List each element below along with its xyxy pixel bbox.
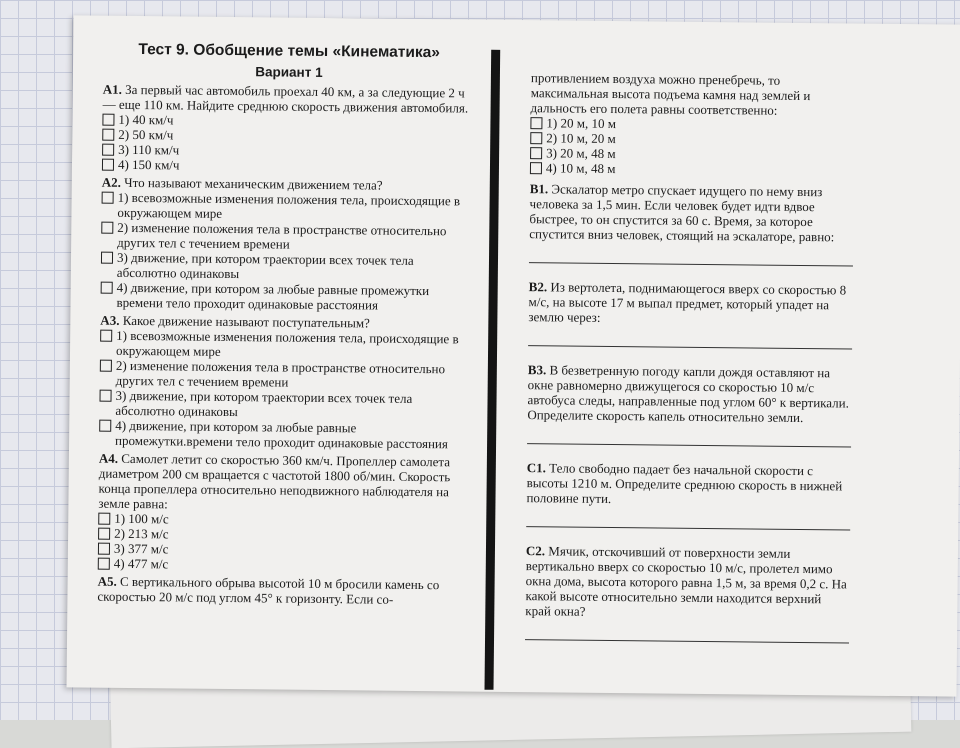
answer-option[interactable]: 2) 10 м, 20 м	[530, 130, 854, 148]
task-number: В2.	[528, 279, 548, 295]
answer-option[interactable]: 3) движение, при котором траектории всех точек тела абсолютно одинаковы	[99, 388, 471, 422]
question-text: Что называют механическим движением тела?	[124, 174, 383, 193]
answer-option[interactable]: 4) движение, при котором за любые равные промежутки времени тело проходит одинаковые расстояния	[100, 280, 472, 314]
checkbox[interactable]	[98, 543, 110, 555]
answer-line[interactable]	[529, 261, 853, 266]
task-number: В3.	[527, 362, 547, 378]
answer-option[interactable]: 1) всевозможные изменения положения тела, происходящие в окружающем мире	[100, 328, 472, 362]
task-text: Из вертолета, поднимающегося вверх со скоростью 8 м/с, на высоте 17 м выпал предмет, который упадет на землю через:	[528, 279, 847, 325]
checkbox[interactable]	[530, 117, 542, 129]
question-a4	[98, 451, 471, 575]
checkbox[interactable]	[100, 360, 112, 372]
checkbox[interactable]	[102, 129, 114, 141]
answer-option[interactable]: 2) 213 м/с	[98, 526, 470, 545]
question-a3	[99, 313, 472, 452]
checkbox[interactable]	[99, 390, 111, 402]
checkbox[interactable]	[98, 513, 110, 525]
answer-option[interactable]: 2) изменение положения тела в пространстве относительно других тел с течением времени	[100, 358, 472, 392]
answer-option[interactable]: 3) движение, при котором траектории всех точек тела абсолютно одинаковы	[101, 250, 473, 284]
checkbox[interactable]	[101, 282, 113, 294]
answer-line[interactable]	[525, 638, 849, 643]
answer-option[interactable]: 3) 110 км/ч	[102, 142, 474, 161]
task-text: Мячик, отскочивший от поверхности земли вертикально вверх со скоростью 10 м/с, пролетел мимо окна дома, высота которого равна 1,5 м, за время 0,2 с. На какой высоте относительно земли находится верхний край окна?	[525, 543, 847, 619]
checkbox[interactable]	[102, 144, 114, 156]
task-text: Тело свободно падает без начальной скорости с высоты 1210 м. Определите среднюю скорость в нижней половине пути.	[526, 460, 843, 507]
answer-line[interactable]	[528, 344, 852, 349]
answer-option[interactable]: 1) 40 км/ч	[102, 112, 474, 131]
question-number: А2.	[101, 174, 122, 190]
question-number: А5.	[97, 573, 117, 589]
question-a2	[100, 175, 473, 314]
answer-option[interactable]: 4) 10 м, 48 м	[530, 160, 854, 178]
answer-option[interactable]: 3) 377 м/с	[98, 541, 470, 560]
answer-line[interactable]	[527, 442, 851, 447]
checkbox[interactable]	[98, 558, 110, 570]
checkbox[interactable]	[101, 222, 113, 234]
question-text: Какое движение называют поступательным?	[122, 312, 370, 331]
task-number: С1.	[526, 460, 547, 476]
answer-option[interactable]: 4) 477 м/с	[98, 556, 470, 575]
question-a1	[102, 82, 475, 176]
answer-option[interactable]: 4) 150 км/ч	[102, 157, 474, 176]
question-text: С вертикального обрыва высотой 10 м бросили камень со скоростью 20 м/с под углом 45° к горизонту. Если со-	[97, 573, 440, 607]
answer-option[interactable]: 1) 20 м, 10 м	[530, 115, 854, 133]
checkbox[interactable]	[530, 132, 542, 144]
question-number: А1.	[102, 81, 122, 97]
variant-heading: Вариант 1	[255, 64, 323, 80]
checkbox[interactable]	[101, 252, 113, 264]
task-number: С2.	[525, 543, 546, 559]
checkbox[interactable]	[530, 147, 542, 159]
checkbox[interactable]	[102, 192, 114, 204]
answer-option[interactable]: 3) 20 м, 48 м	[530, 145, 854, 163]
test-sheet	[67, 15, 960, 696]
task-number: В1.	[529, 181, 549, 197]
question-text: противлением воздуха можно пренебречь, то максимальная высота подъема камня над землей и дальность его полета равны соответственно:	[530, 70, 811, 118]
question-number: А3.	[100, 312, 120, 328]
checkbox[interactable]	[102, 159, 114, 171]
task-b2	[528, 279, 853, 349]
checkbox[interactable]	[99, 420, 111, 432]
test-title: Тест 9. Обобщение темы «Кинематика»	[138, 41, 440, 62]
task-b3	[527, 362, 852, 447]
checkbox[interactable]	[530, 162, 542, 174]
column-divider	[485, 50, 501, 690]
answer-option[interactable]: 4) движение, при котором за любые равные промежутки.времени тело проходит одинаковые расстояния	[99, 418, 471, 452]
answer-line[interactable]	[526, 525, 850, 530]
task-c2	[525, 543, 850, 643]
checkbox[interactable]	[100, 330, 112, 342]
checkbox[interactable]	[102, 114, 114, 126]
task-c1	[526, 460, 851, 530]
checkbox[interactable]	[98, 528, 110, 540]
question-a5	[97, 574, 469, 608]
answer-option[interactable]: 1) всевозможные изменения положения тела, происходящие в окружающем мире	[101, 190, 473, 224]
answer-option[interactable]: 2) изменение положения тела в пространстве относительно других тел с течением времени	[101, 220, 473, 254]
answer-option[interactable]: 1) 100 м/с	[98, 511, 470, 530]
left-column	[97, 42, 475, 611]
question-number: А4.	[98, 450, 119, 466]
question-a5-continued	[530, 70, 855, 178]
question-text: Самолет летит со скоростью 360 км/ч. Пропеллер самолета диаметром 200 см вращается с частотой 1800 об/мин. Скорость конца пропеллера относительно неподвижного наблюдателя на земле равна:	[98, 450, 451, 512]
answer-option[interactable]: 2) 50 км/ч	[102, 127, 474, 146]
task-text: В безветренную погоду капли дождя оставляют на окне равномерно движущегося со скоростью 10 м/с автобуса следы, направленные под углом 60° к вертикали. Определите скорость капель относительно земли.	[527, 362, 849, 426]
right-column	[525, 70, 855, 659]
question-text: За первый час автомобиль проехал 40 км, а за следующие 2 ч — еще 110 км. Найдите среднюю скорость движения автомобиля.	[102, 81, 469, 116]
task-b1	[529, 181, 854, 266]
task-text: Эскалатор метро спускает идущего по нему вниз человека за 1,5 мин. Если человек будет идти вдвое быстрее, то он спустится за 60 с. Время, за которое спустится вниз человек, стоящий на эскалаторе, равно:	[529, 181, 835, 245]
